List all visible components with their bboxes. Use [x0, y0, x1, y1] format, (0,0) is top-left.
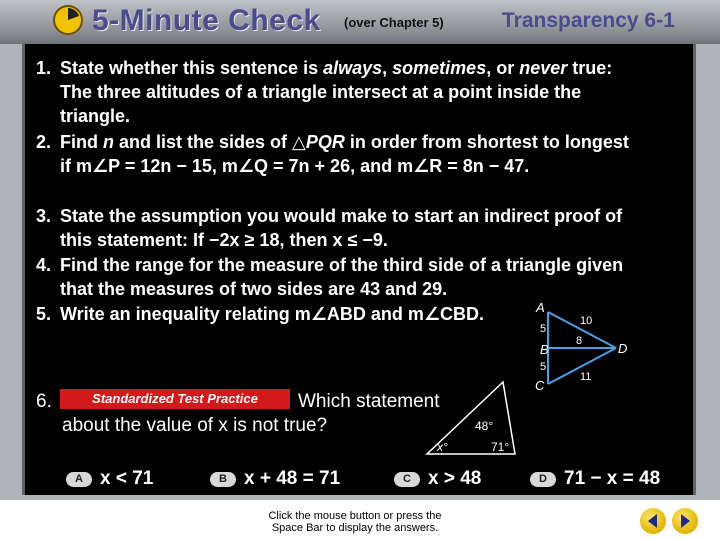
segment-bc-label: 5	[540, 361, 547, 373]
question-line: this statement: If −2x ≥ 18, then x ≤ −9.	[60, 230, 388, 250]
point-c-label: C	[535, 378, 545, 393]
segment-ab-label: 5	[540, 323, 547, 335]
question-line: State whether this sentence is always, sometimes, or never true:	[60, 58, 613, 78]
help-text	[240, 510, 470, 534]
segment-cd-label: 11	[580, 371, 592, 383]
question-line: Find the range for the measure of the third side of a triangle given	[60, 255, 624, 275]
next-button[interactable]	[672, 508, 698, 534]
choice-b-text: x + 48 = 71	[244, 468, 341, 489]
choice-b-badge: B	[210, 472, 236, 487]
triangle-angle-figure	[415, 378, 530, 460]
angle-48-label: 48°	[475, 419, 494, 433]
choice-a-badge: A	[66, 472, 92, 487]
help-line-2: Space Bar to display the answers.	[271, 522, 439, 534]
previous-arrow-icon	[640, 508, 666, 534]
choice-c-text: x > 48	[428, 468, 482, 489]
segment-bd-label: 8	[576, 335, 583, 347]
question-line: Write an inequality relating m∠ABD and m∠CBD.	[60, 304, 484, 324]
header-bar	[0, 0, 720, 44]
point-a-label: A	[536, 300, 545, 315]
question-number: 1.	[36, 58, 52, 78]
slide-title: 5-Minute Check	[92, 4, 321, 37]
angle-71-label: 71°	[491, 440, 510, 454]
next-arrow-icon	[672, 508, 698, 534]
question-6-text-1: Which statement	[298, 391, 440, 412]
chapter-subtitle: (over Chapter 5)	[344, 15, 444, 30]
point-d-label: D	[618, 341, 628, 356]
standardized-test-practice-banner: Standardized Test Practice	[60, 389, 290, 409]
question-line: if m∠P = 12n − 15, m∠Q = 7n + 26, and m∠R = 8n − 47.	[60, 156, 530, 176]
choice-d-badge: D	[530, 472, 556, 487]
clock-icon	[52, 4, 84, 36]
question-number: 3.	[36, 206, 52, 226]
previous-button[interactable]	[640, 508, 666, 534]
triangle-figure-abcd	[530, 300, 640, 395]
question-number: 5.	[36, 304, 52, 324]
question-number: 4.	[36, 255, 52, 275]
question-line: that the measures of two sides are 43 and 29.	[60, 279, 448, 299]
choice-c-badge: C	[394, 472, 420, 487]
slide: 5-Minute Check (over Chapter 5) Transparency 6-1 1. State whether this sentence is always, sometimes, or never true: The three altitudes of a triangle intersect at a point inside the triangle. 2. Find n and list the sides of △PQR in order from shortest to longest if m∠P = 12n − 15, m∠Q = 7n + 26, and m∠R = 8n − 47. 3. State the assumption you would make to start an indirect proof of this statement: If −2x ≥ 18, then x ≤ −9. 4. Find the range for the measure of the third side of a triangle given that the measures of two sides are 43 and 29. 5. Write an inequality relating m∠ABD and m∠CBD. A 5 B 5 C D 10 8 11 6. Standardized Test Practice Which statement about the value of x is not true? 48° 71° x° A x < 71 B x + 48 = 71 C x > 48 D 71 − x = 48 Click the mouse button or press the Space Bar to display the answers.	[0, 0, 720, 540]
point-b-label: B	[540, 342, 549, 357]
segment-ad-label: 10	[580, 315, 593, 327]
transparency-label: Transparency 6-1	[502, 9, 675, 32]
question-line: State the assumption you would make to start an indirect proof of	[60, 206, 623, 226]
help-line-1: Click the mouse button or press the	[268, 510, 442, 522]
question-number: 2.	[36, 132, 52, 152]
choice-d-text: 71 − x = 48	[564, 468, 661, 489]
choice-a-text: x < 71	[100, 468, 154, 489]
question-line: The three altitudes of a triangle intersect at a point inside the	[60, 82, 582, 102]
question-line: Find n and list the sides of △PQR in order from shortest to longest	[60, 132, 629, 152]
question-line: triangle.	[60, 106, 131, 126]
question-6-text-2: about the value of x is not true?	[62, 415, 328, 436]
angle-x-label: x°	[437, 440, 448, 454]
